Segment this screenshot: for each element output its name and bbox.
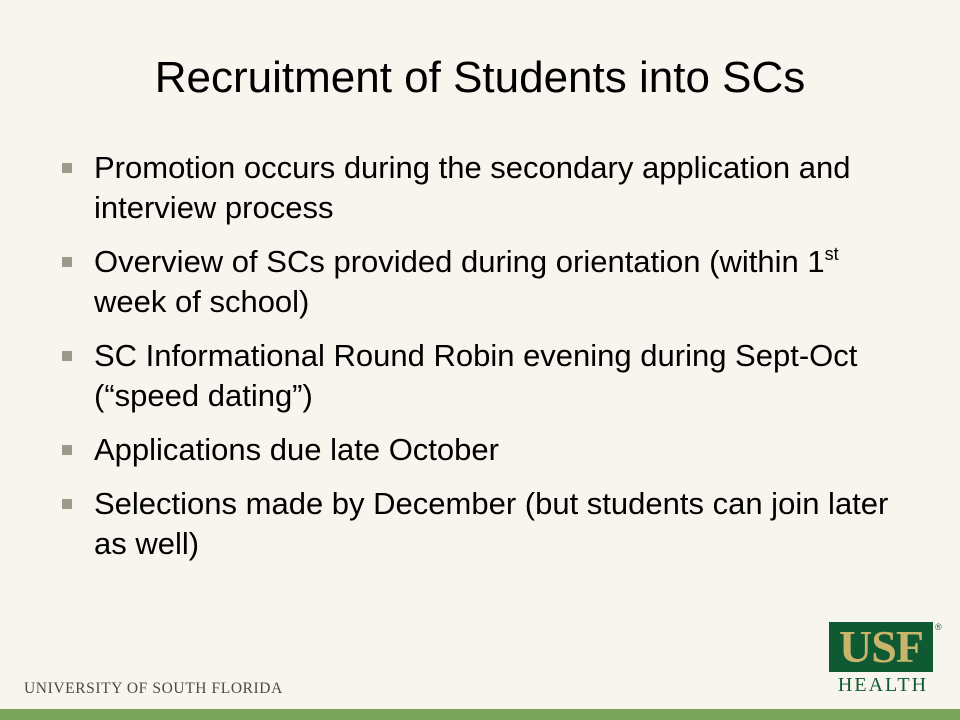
bullet-text (94, 244, 839, 319)
university-name: UNIVERSITY OF SOUTH FLORIDA (24, 680, 283, 697)
bullet-item (58, 336, 918, 416)
bullet-item (58, 242, 918, 322)
bullet-text-after: week of school) (94, 284, 310, 319)
square-bullet-icon (62, 163, 72, 173)
logo-registered-mark: ® (935, 622, 942, 632)
square-bullet-icon (62, 257, 72, 267)
bullet-text: Promotion occurs during the secondary application and interview process (94, 150, 851, 225)
logo-health-text: HEALTH (837, 674, 929, 696)
bullet-text: SC Informational Round Robin evening during Sept-Oct (“speed dating”) (94, 338, 858, 413)
bullet-item (58, 430, 918, 470)
bullet-text-before: Overview of SCs provided during orientation (within 1 (94, 244, 825, 279)
bullet-list (58, 148, 918, 578)
square-bullet-icon (62, 499, 72, 509)
square-bullet-icon (62, 445, 72, 455)
bottom-accent-bar (0, 709, 960, 720)
bullet-text: Applications due late October (94, 432, 499, 467)
logo-usf-text: USF (839, 621, 923, 672)
bullet-text-superscript: st (824, 244, 839, 264)
bullet-item (58, 148, 918, 228)
slide-title: Recruitment of Students into SCs (154, 53, 806, 102)
bullet-item (58, 484, 918, 564)
bullet-text: Selections made by December (but students can join later as well) (94, 486, 889, 561)
square-bullet-icon (62, 351, 72, 361)
usf-health-logo (829, 622, 942, 696)
